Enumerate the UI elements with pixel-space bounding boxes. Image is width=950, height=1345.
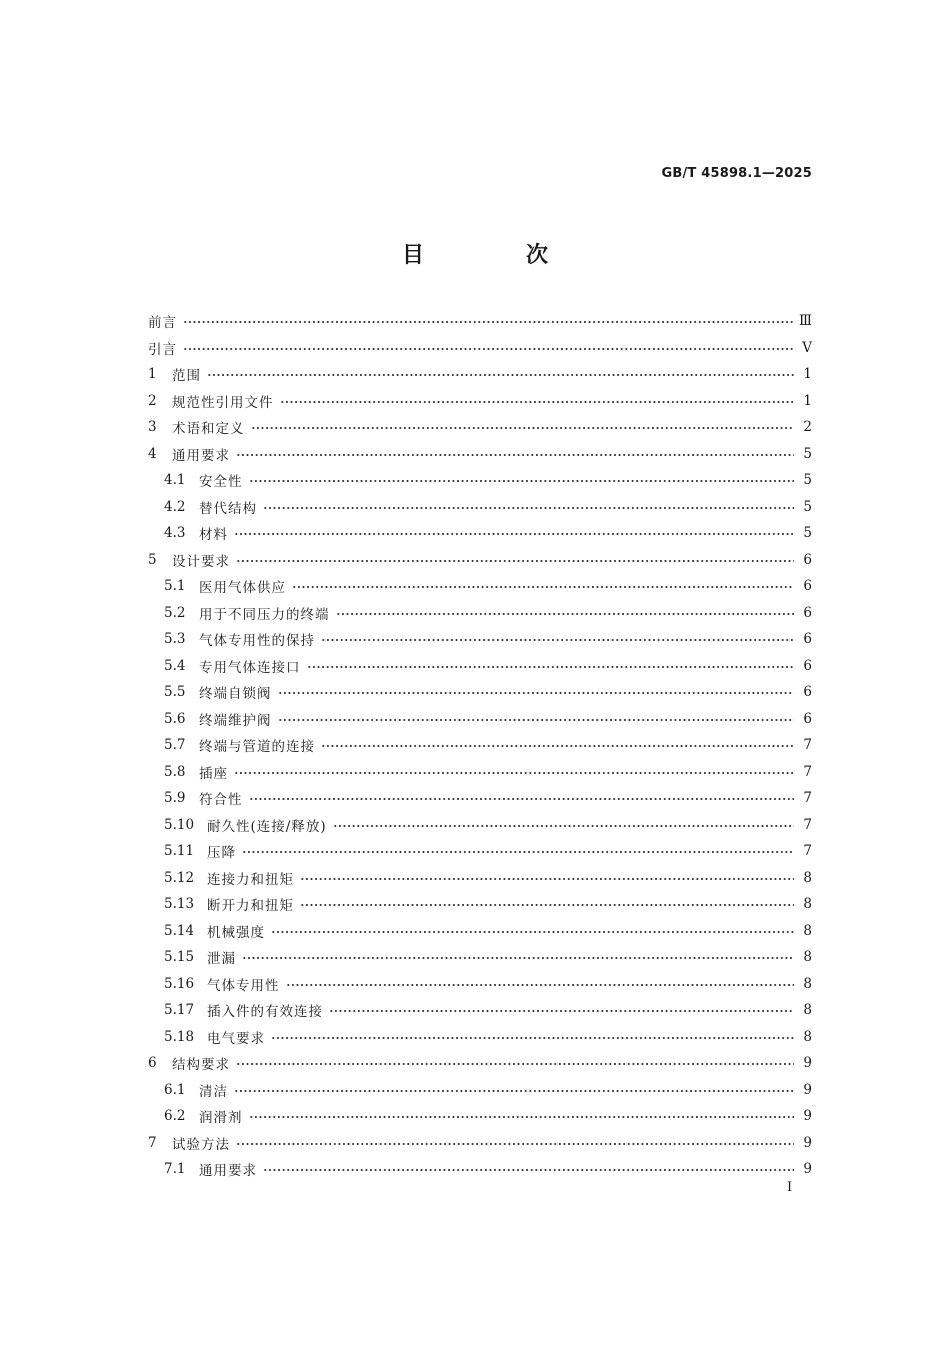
toc-entry-label: 符合性 [199,792,243,809]
dot-leader [183,344,794,354]
toc-entry[interactable] [148,467,812,494]
page-title: 目 次 [401,242,588,268]
toc-entry-page: 8 [803,869,812,886]
table-of-contents [148,308,812,1183]
toc-entry-number: 5.1 [164,578,186,595]
toc-entry[interactable] [148,785,812,812]
toc-entry[interactable] [148,732,812,759]
dot-leader [207,370,794,380]
toc-entry-number: 3 [148,419,157,436]
toc-entry-number: 7 [148,1134,157,1151]
dot-leader [292,582,794,592]
toc-entry[interactable] [148,1024,812,1051]
dot-leader [251,423,795,433]
toc-entry-number: 5.8 [164,763,186,780]
toc-entry-label: 清洁 [199,1083,228,1100]
toc-entry-page: 6 [803,578,812,595]
toc-entry-page: 7 [803,816,812,833]
toc-entry-label: 终端与管道的连接 [199,739,315,756]
toc-entry-page: 6 [803,657,812,674]
toc-entry-page: 6 [803,631,812,648]
toc-entry-label: 电气要求 [207,1030,265,1047]
dot-leader [249,794,795,804]
dot-leader [321,741,794,751]
toc-entry-label: 替代结构 [199,500,257,517]
toc-entry[interactable] [148,441,812,468]
toc-entry-label: 插座 [199,765,228,782]
toc-entry-label: 气体专用性 [207,977,280,994]
toc-entry-label: 泄漏 [207,951,236,968]
toc-entry-label: 用于不同压力的终端 [199,606,330,623]
toc-entry-page: 5 [803,445,812,462]
toc-entry-page: 6 [803,604,812,621]
toc-entry[interactable] [148,547,812,574]
toc-entry-label: 安全性 [199,474,243,491]
dot-leader [249,1112,795,1122]
dot-leader [236,450,794,460]
toc-entry[interactable] [148,1050,812,1077]
dot-leader [307,662,795,672]
toc-entry-label: 设计要求 [172,553,230,570]
toc-entry[interactable] [148,573,812,600]
toc-entry[interactable] [148,308,812,335]
toc-entry[interactable] [148,361,812,388]
toc-entry-page: 8 [803,1028,812,1045]
toc-entry-number: 5.10 [164,816,195,833]
toc-entry-label: 专用气体连接口 [199,659,301,676]
toc-entry-page: 7 [803,790,812,807]
dot-leader [329,1006,794,1016]
toc-entry[interactable] [148,759,812,786]
toc-entry-number: 5.18 [164,1028,195,1045]
toc-entry-page: Ⅴ [802,339,812,356]
toc-entry-label: 前言 [148,315,177,332]
toc-entry[interactable] [148,944,812,971]
toc-entry-number: 4 [148,445,157,462]
toc-entry[interactable] [148,388,812,415]
toc-entry-label: 润滑剂 [199,1110,243,1127]
toc-entry-number: 4.1 [164,472,186,489]
toc-entry-number: 5.3 [164,631,186,648]
dot-leader [242,953,794,963]
toc-entry-page: 8 [803,975,812,992]
toc-entry-number: 5.13 [164,896,195,913]
toc-entry-number: 5.4 [164,657,186,674]
toc-entry[interactable] [148,520,812,547]
toc-entry[interactable] [148,679,812,706]
dot-leader [242,847,794,857]
toc-entry-number: 6 [148,1055,157,1072]
dot-leader [333,821,794,831]
toc-entry-number: 1 [148,366,157,383]
dot-leader [236,1139,794,1149]
dot-leader [263,1165,794,1175]
toc-entry[interactable] [148,1156,812,1183]
toc-entry-label: 压降 [207,845,236,862]
toc-entry-page: 9 [803,1081,812,1098]
toc-entry-label: 范围 [172,368,201,385]
dot-leader [183,317,794,327]
toc-entry-page: 1 [803,392,812,409]
toc-entry-number: 6.2 [164,1108,186,1125]
toc-entry[interactable] [148,891,812,918]
toc-entry-number: 5.6 [164,710,186,727]
toc-entry-label: 耐久性(连接/释放) [207,818,327,835]
toc-entry-page: 9 [803,1134,812,1151]
dot-leader [280,397,795,407]
toc-entry-page: 9 [803,1108,812,1125]
dot-leader [271,1033,794,1043]
toc-entry-label: 通用要求 [199,1163,257,1180]
toc-entry-number: 5.16 [164,975,195,992]
toc-entry-number: 5.5 [164,684,186,701]
toc-entry-page: 5 [803,498,812,515]
dot-leader [234,529,794,539]
toc-entry-label: 材料 [199,527,228,544]
toc-entry-number: 6.1 [164,1081,186,1098]
toc-entry-page: 5 [803,472,812,489]
toc-entry-label: 机械强度 [207,924,265,941]
toc-entry-label: 引言 [148,341,177,358]
toc-entry-label: 终端自锁阀 [199,686,272,703]
toc-entry-page: 8 [803,949,812,966]
toc-entry-number: 5.11 [164,843,195,860]
toc-entry[interactable] [148,626,812,653]
toc-entry[interactable] [148,1130,812,1157]
toc-entry-number: 5 [148,551,157,568]
toc-entry-number: 5.7 [164,737,186,754]
toc-entry[interactable] [148,997,812,1024]
dot-leader [271,927,794,937]
toc-entry-page: 8 [803,1002,812,1019]
toc-entry-label: 插入件的有效连接 [207,1004,323,1021]
dot-leader [236,1059,794,1069]
toc-entry-number: 5.12 [164,869,195,886]
toc-entry-label: 连接力和扭矩 [207,871,294,888]
dot-leader [249,476,795,486]
dot-leader [263,503,794,513]
page-number: Ⅰ [787,1180,793,1195]
toc-entry-label: 术语和定义 [172,421,245,438]
toc-entry-number: 4.2 [164,498,186,515]
toc-entry[interactable] [148,494,812,521]
toc-entry-number: 4.3 [164,525,186,542]
toc-entry-label: 终端维护阀 [199,712,272,729]
toc-entry-number: 7.1 [164,1161,186,1178]
dot-leader [321,635,794,645]
toc-entry-page: 6 [803,551,812,568]
toc-entry-page: 7 [803,737,812,754]
toc-entry-label: 规范性引用文件 [172,394,274,411]
dot-leader [234,1086,794,1096]
toc-entry-number: 5.17 [164,1002,195,1019]
toc-entry-label: 气体专用性的保持 [199,633,315,650]
toc-entry-page: 7 [803,763,812,780]
toc-entry-page: 9 [803,1161,812,1178]
toc-entry-page: 5 [803,525,812,542]
toc-entry-number: 5.15 [164,949,195,966]
toc-entry-page: Ⅲ [798,313,812,330]
dot-leader [286,980,795,990]
dot-leader [300,900,794,910]
toc-entry-label: 结构要求 [172,1057,230,1074]
toc-entry-page: 2 [803,419,812,436]
toc-entry[interactable] [148,335,812,362]
toc-entry-label: 试验方法 [172,1136,230,1153]
dot-leader [234,768,794,778]
toc-entry-page: 6 [803,710,812,727]
toc-entry-number: 5.14 [164,922,195,939]
toc-entry[interactable] [148,706,812,733]
toc-entry[interactable] [148,653,812,680]
toc-entry-label: 通用要求 [172,447,230,464]
toc-entry[interactable] [148,838,812,865]
dot-leader [336,609,795,619]
toc-entry[interactable] [148,414,812,441]
toc-entry-label: 医用气体供应 [199,580,286,597]
dot-leader [300,874,794,884]
dot-leader [278,715,795,725]
toc-entry-number: 5.2 [164,604,186,621]
toc-entry[interactable] [148,600,812,627]
toc-entry-page: 6 [803,684,812,701]
toc-entry[interactable] [148,865,812,892]
dot-leader [278,688,795,698]
toc-entry-page: 1 [803,366,812,383]
toc-entry[interactable] [148,1077,812,1104]
toc-entry[interactable] [148,1103,812,1130]
toc-entry-page: 8 [803,896,812,913]
toc-entry-page: 9 [803,1055,812,1072]
toc-entry[interactable] [148,918,812,945]
dot-leader [236,556,794,566]
toc-entry-number: 2 [148,392,157,409]
toc-entry-page: 8 [803,922,812,939]
standard-code: GB/T 45898.1—2025 [661,166,812,181]
toc-entry[interactable] [148,812,812,839]
toc-entry-number: 5.9 [164,790,186,807]
toc-entry[interactable] [148,971,812,998]
toc-entry-page: 7 [803,843,812,860]
toc-entry-label: 断开力和扭矩 [207,898,294,915]
